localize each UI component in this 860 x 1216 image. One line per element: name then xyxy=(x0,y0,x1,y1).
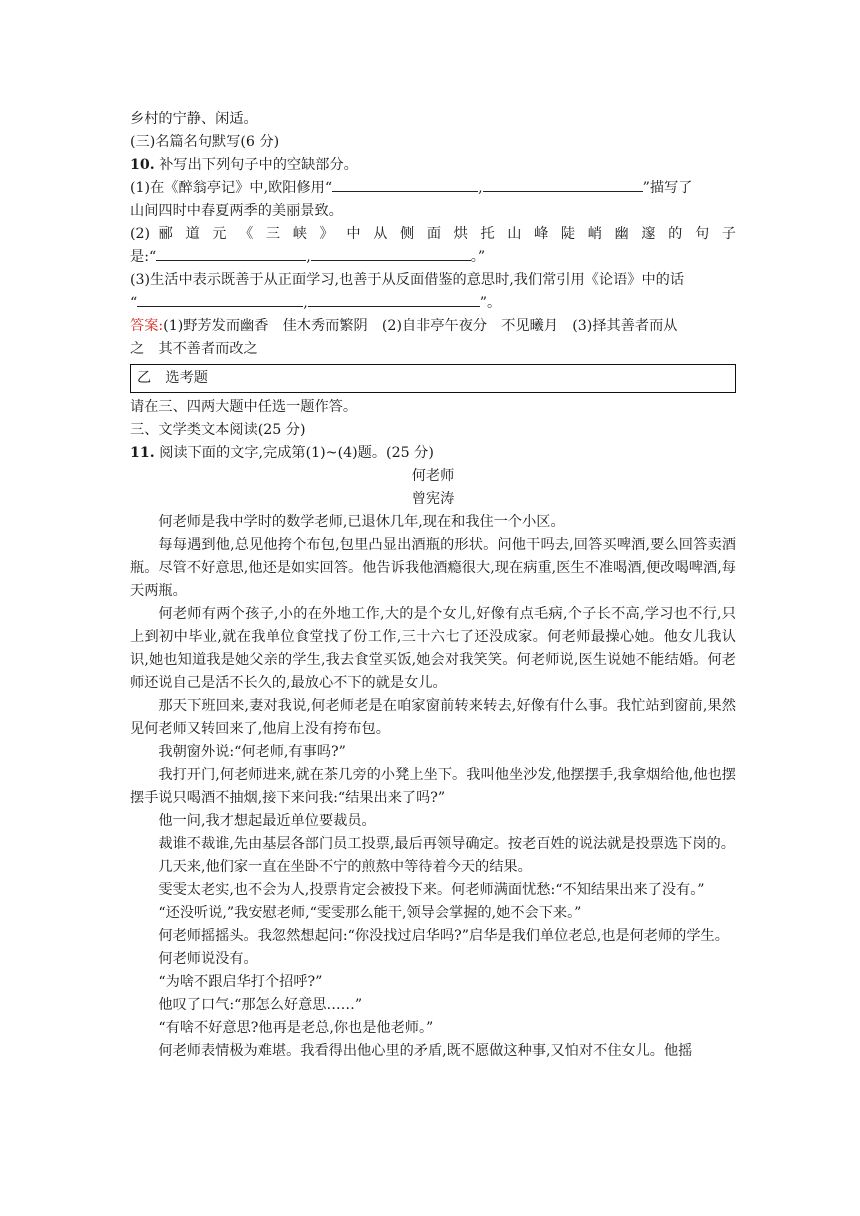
question-11 xyxy=(130,442,736,465)
item-text: 是:“ xyxy=(130,249,157,265)
answer-label: 答案: xyxy=(130,318,164,334)
q10-item-2-cont xyxy=(130,246,736,269)
question-10 xyxy=(130,154,736,177)
answer-line-cont: 之 其不善者而改之 xyxy=(130,341,258,357)
story-title: 何老师 xyxy=(411,468,455,484)
question-number: 11. xyxy=(130,445,155,461)
answer-blank xyxy=(483,177,643,192)
item-text: , xyxy=(306,249,311,265)
story-paragraph: 他一问,我才想起最近单位要裁员。 xyxy=(158,813,376,829)
story-paragraph: “有啥不好意思?他再是老总,你也是他老师。” xyxy=(158,1020,434,1036)
item-text: 。” xyxy=(470,249,486,265)
story-paragraph: 何老师摇摇头。我忽然想起问:“你没找过启华吗?”启华是我们单位老总,也是何老师的学生。 xyxy=(158,928,729,944)
question-text: 补写出下列句子中的空缺部分。 xyxy=(159,157,358,173)
story-paragraph: 每每遇到他,总见他挎个布包,包里凸显出酒瓶的形状。问他干吗去,回答买啤酒,要么回答卖酒瓶。尽管不好意思,他还是如实回答。他告诉我他酒瘾很大,现在病重,医生不准喝酒,便改喝啤酒,每天两瓶。 xyxy=(130,537,736,599)
story-paragraph: 何老师说没有。 xyxy=(158,951,258,967)
story-paragraph: 那天下班回来,妻对我说,何老师老是在咱家窗前转来转去,好像有什么事。我忙站到窗前,果然见何老师又转回来了,他肩上没有挎布包。 xyxy=(130,698,736,737)
story-paragraph: 他叹了口气:“那怎么好意思……” xyxy=(158,997,363,1013)
answer-blank xyxy=(332,177,478,192)
section-heading-reading: 三、文学类文本阅读(25 分) xyxy=(130,422,306,438)
document-page xyxy=(130,108,736,1063)
story-paragraph: 何老师表情极为难堪。我看得出他心里的矛盾,既不愿做这种事,又怕对不住女儿。他摇 xyxy=(158,1043,693,1059)
item-text: ”。 xyxy=(479,295,502,311)
item-text: , xyxy=(478,180,483,196)
story-paragraph: 我朝窗外说:“何老师,有事吗?” xyxy=(158,744,346,760)
answer-blank xyxy=(156,246,306,261)
section-box-elective xyxy=(130,364,736,393)
answer-text: (1)野芳发而幽香 佳木秀而繁阴 (2)自非亭午夜分 不见曦月 (3)择其善者而从 xyxy=(163,318,678,334)
answer-blank xyxy=(137,292,303,307)
q10-item-1 xyxy=(130,177,736,200)
item-text: “ xyxy=(130,295,138,311)
item-text: ”描写了 xyxy=(642,180,693,196)
story-paragraph: 何老师是我中学时的数学老师,已退休几年,现在和我住一个小区。 xyxy=(158,514,565,530)
story-paragraph: 裁谁不裁谁,先由基层各部门员工投票,最后再领导确定。按老百姓的说法就是投票选下岗的。 xyxy=(158,836,735,852)
story-paragraph: “还没听说,”我安慰老师,“雯雯那么能干,领导会掌握的,她不会下来。” xyxy=(158,905,582,921)
q10-item-3-cont xyxy=(130,292,736,315)
story-author: 曾宪涛 xyxy=(411,491,455,507)
choose-instruction: 请在三、四两大题中任选一题作答。 xyxy=(130,399,358,415)
question-text: 阅读下面的文字,完成第(1)~(4)题。(25 分) xyxy=(159,445,434,461)
section-label: 乙 选考题 xyxy=(137,370,208,386)
story-paragraph: 几天来,他们家一直在坐卧不宁的煎熬中等待着今天的结果。 xyxy=(158,859,532,875)
item-text: (1)在《醉翁亭记》中,欧阳修用“ xyxy=(130,180,333,196)
story-paragraph: 雯雯太老实,也不会为人,投票肯定会被投下来。何老师满面忧愁:“不知结果出来了没有。” xyxy=(158,882,705,898)
story-body xyxy=(130,511,736,1063)
story-paragraph: 我打开门,何老师进来,就在茶几旁的小凳上坐下。我叫他坐沙发,他摆摆手,我拿烟给他,他也摆摆手说只喝酒不抽烟,接下来问我:“结果出来了吗?” xyxy=(130,767,736,806)
q10-item-2: (2) 郦 道 元 《 三 峡 》 中 从 侧 面 烘 托 山 峰 陡 峭 幽 邃 的 句 子 xyxy=(130,226,736,242)
story-paragraph: “为啥不跟启华打个招呼?” xyxy=(158,974,323,990)
answer-blank xyxy=(311,246,471,261)
section-heading-poetry: (三)名篇名句默写(6 分) xyxy=(130,134,280,150)
item-text: , xyxy=(303,295,308,311)
story-paragraph: 何老师有两个孩子,小的在外地工作,大的是个女儿,好像有点毛病,个子长不高,学习也不行,只上到初中毕业,就在我单位食堂找了份工作,三十六七了还没成家。何老师最操心她。他女儿我认识,她也知道我是她父亲的学生,我去食堂买饭,她会对我笑笑。何老师说,医生说她不能结婚。何老师还说自己是活不长久的,最放心不下的就是女儿。 xyxy=(130,606,736,691)
answer-line xyxy=(130,315,736,338)
q10-item-3: (3)生活中表示既善于从正面学习,也善于从反面借鉴的意思时,我们常引用《论语》中的话 xyxy=(130,272,685,288)
answer-blank xyxy=(308,292,480,307)
q10-item-1-cont: 山间四时中春夏两季的美丽景致。 xyxy=(130,203,343,219)
top-line: 乡村的宁静、闲适。 xyxy=(130,111,258,127)
question-number: 10. xyxy=(130,157,155,173)
